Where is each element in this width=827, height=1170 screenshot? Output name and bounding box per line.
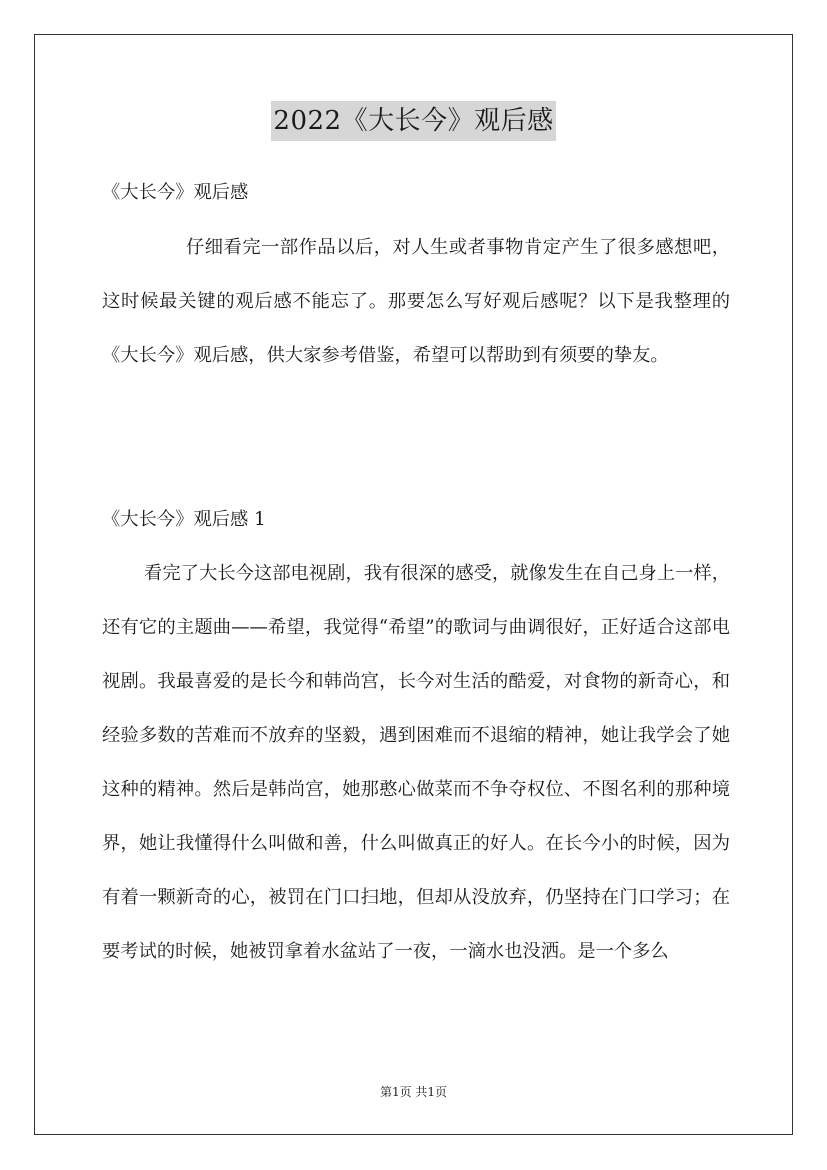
title-wrap [0, 101, 827, 141]
page-footer: 第1页 共1页 [379, 1085, 448, 1099]
intro-paragraph: 仔细看完一部作品以后，对人生或者事物肯定产生了很多感想吧，这时候最关键的观后感不能忘了。那要怎么写好观后感呢？以下是我整理的《大长今》观后感，供大家参考借鉴，希望可以帮助到有须要的挚友。 [102, 237, 730, 366]
section1-paragraph: 看完了大长今这部电视剧，我有很深的感受，就像发生在自己身上一样，还有它的主题曲——希望，我觉得“希望”的歌词与曲调很好，正好适合这部电视剧。我最喜爱的是长今和韩尚宫，长今对生活的酷爱，对食物的新奇心，和经验多数的苦难而不放弃的坚毅，遇到困难而不退缩的精神，她让我学会了她这种的精神。然后是韩尚宫，她那憨心做菜而不争夺权位、不图名利的那种境界，她让我懂得什么叫做和善，什么叫做真正的好人。在长今小的时候，因为有着一颗新奇的心，被罚在门口扫地，但却从没放弃，仍坚持在门口学习；在要考试的时候，她被罚拿着水盆站了一夜，一滴水也没洒。是一个多么 [102, 563, 730, 962]
document-title: 2022《大长今》观后感 [271, 101, 555, 141]
intro-heading: 《大长今》观后感 [102, 182, 249, 203]
section1-heading: 《大长今》观后感 1 [102, 509, 266, 530]
